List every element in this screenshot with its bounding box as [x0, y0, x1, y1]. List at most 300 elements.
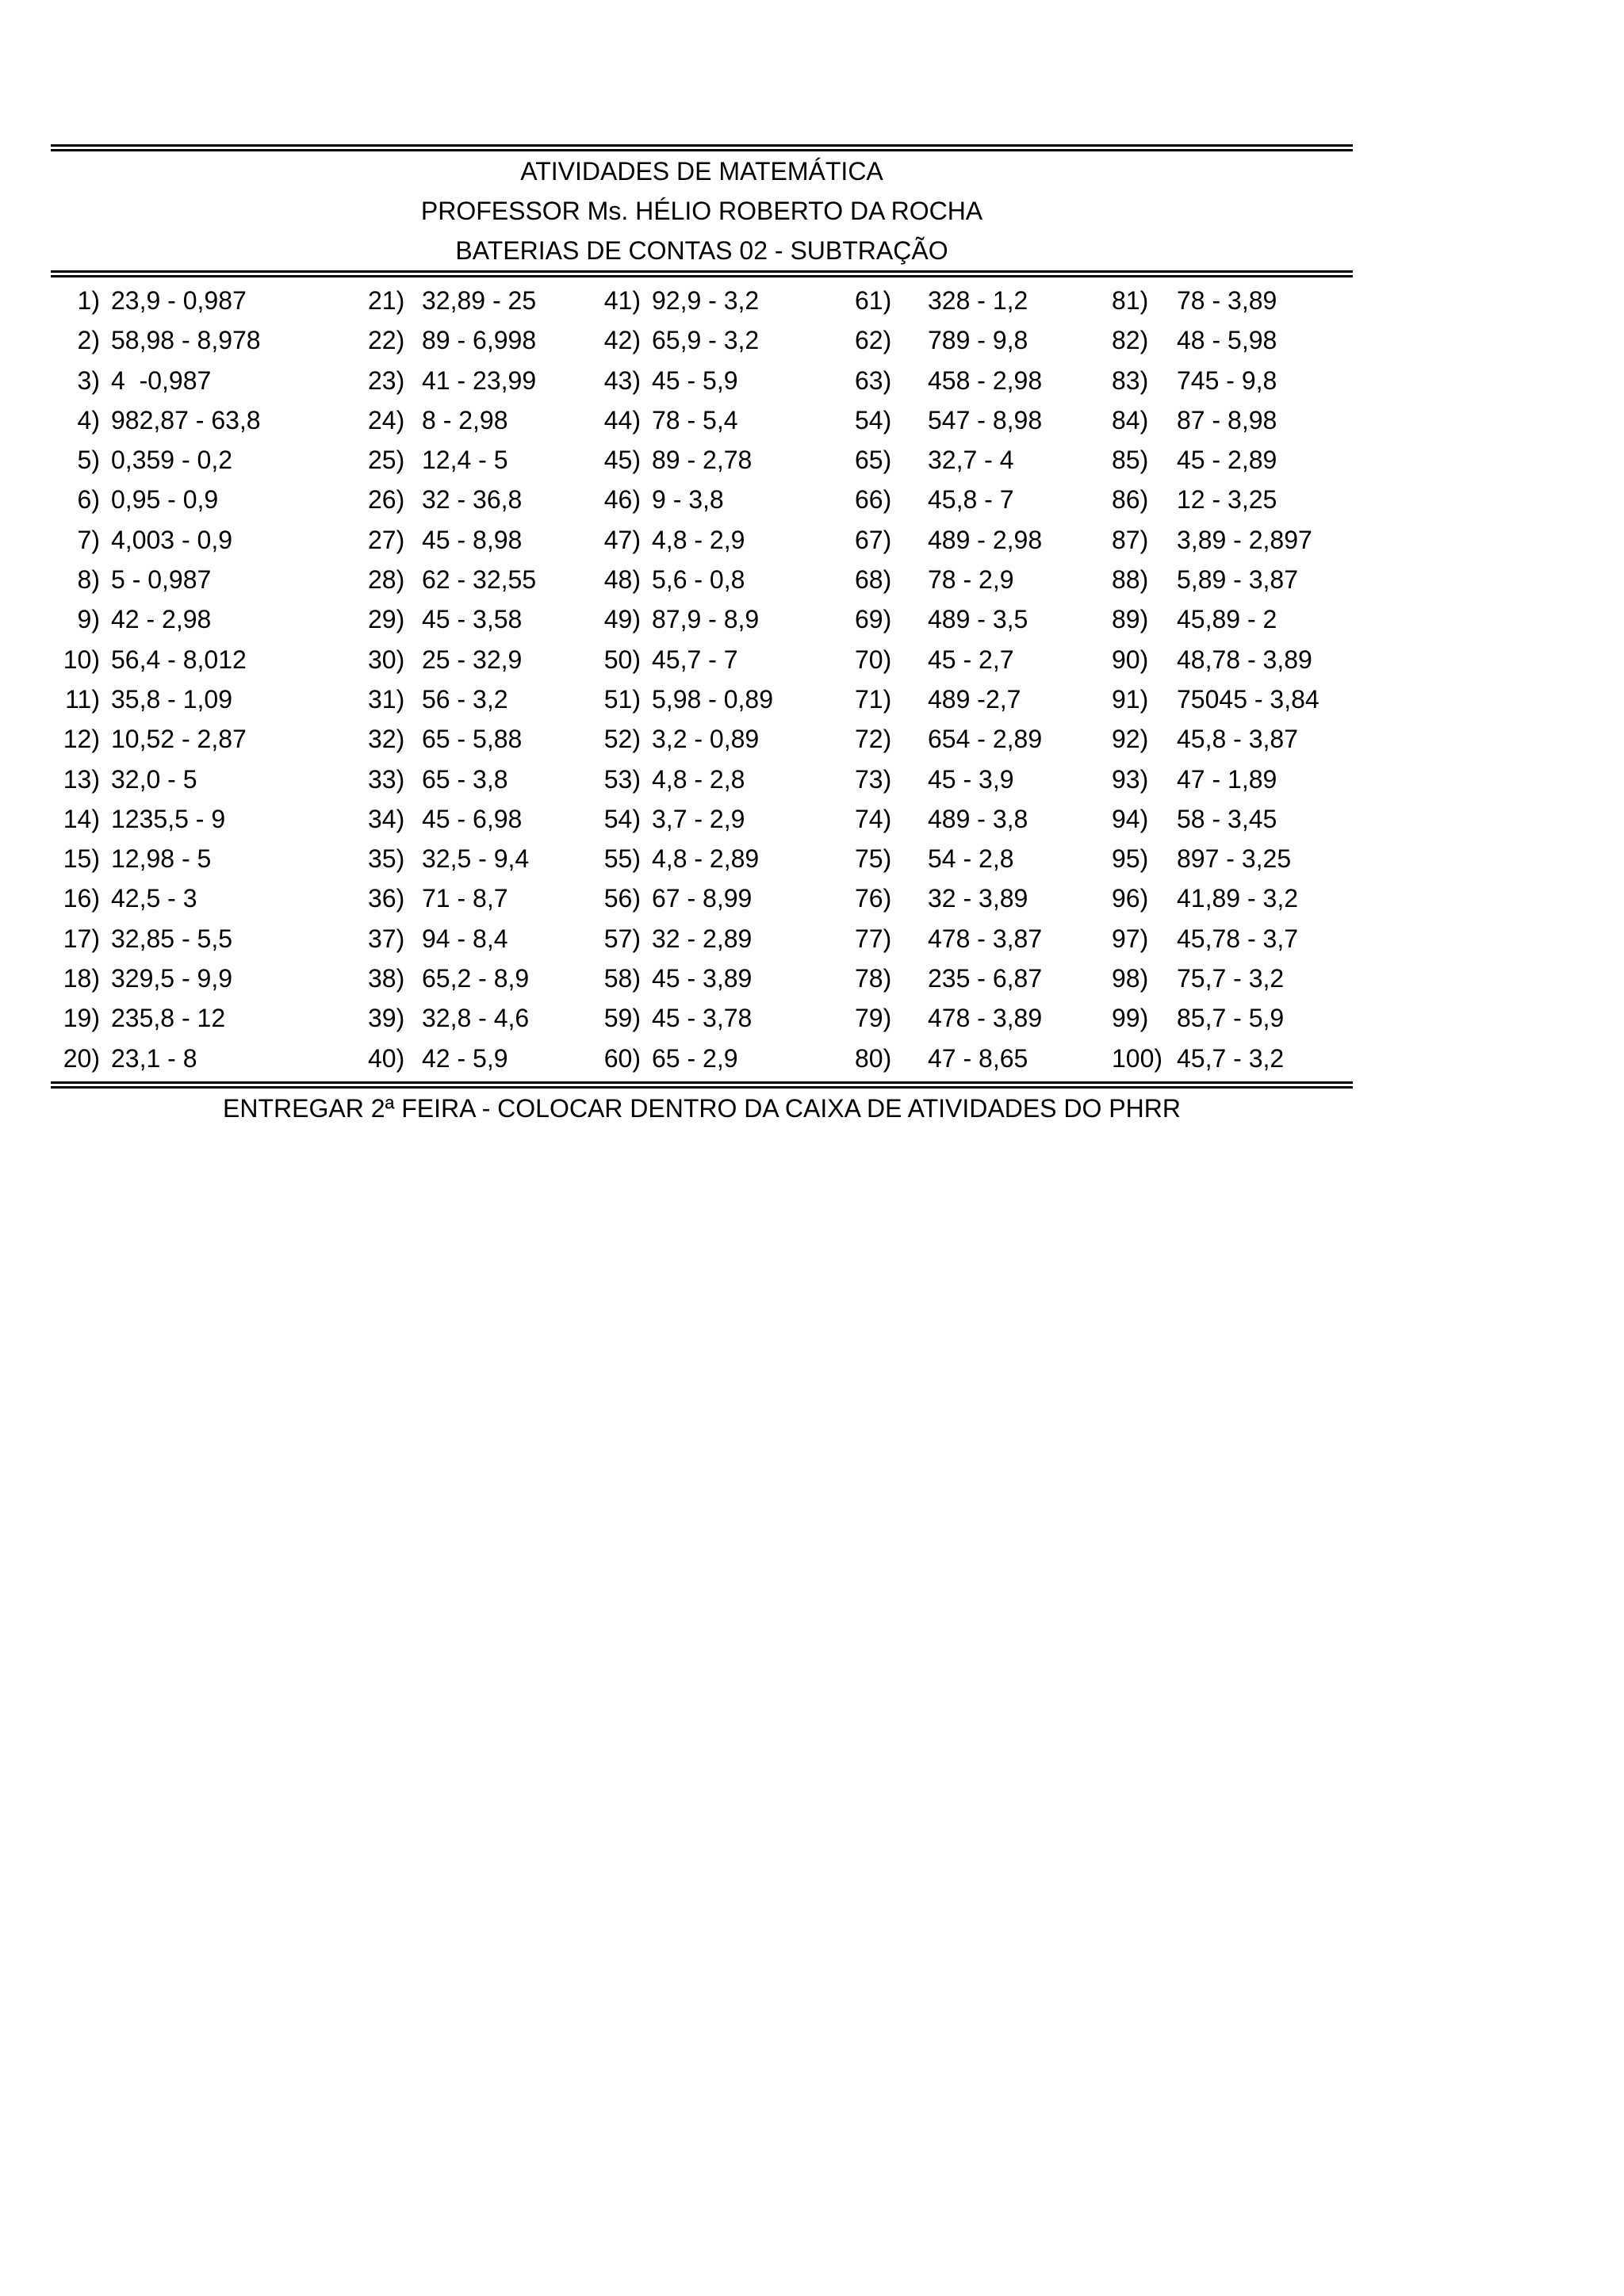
exercise-item — [339, 560, 585, 599]
exercise-column — [585, 281, 845, 1078]
exercise-number: 55) — [603, 844, 641, 874]
exercise-expression: 3,89 - 2,897 — [1177, 525, 1312, 554]
exercise-expression: 3,7 - 2,9 — [652, 804, 745, 833]
exercise-number: 29) — [368, 605, 405, 634]
exercise-item — [339, 281, 585, 320]
exercise-expression: 65 - 2,9 — [652, 1043, 738, 1073]
exercise-number: 14) — [63, 804, 100, 833]
exercise-column — [1104, 281, 1353, 1078]
exercise-number: 58) — [603, 964, 641, 993]
exercise-number: 12) — [63, 725, 100, 754]
exercise-expression: 89 - 2,78 — [652, 446, 753, 475]
exercise-expression: 56 - 3,2 — [422, 684, 508, 714]
exercise-number: 33) — [368, 764, 405, 794]
exercise-item — [339, 361, 585, 400]
exercise-item — [585, 799, 845, 839]
exercise-expression: 45,8 - 3,87 — [1177, 725, 1298, 754]
exercise-number: 67) — [855, 525, 892, 554]
exercise-item — [1104, 599, 1353, 639]
worksheet-title: ATIVIDADES DE MATEMÁTICA — [520, 157, 883, 186]
exercise-number: 86) — [1112, 485, 1149, 515]
exercise-item — [845, 599, 1104, 639]
exercise-expression: 45,89 - 2 — [1177, 605, 1277, 634]
exercise-item — [845, 281, 1104, 320]
exercise-expression: 4,8 - 2,9 — [652, 525, 745, 554]
exercise-item — [51, 400, 339, 440]
exercise-expression: 65,9 - 3,2 — [652, 326, 760, 355]
exercise-number: 79) — [855, 1004, 892, 1033]
exercise-expression: 45 - 3,89 — [652, 964, 753, 993]
exercise-number: 69) — [855, 605, 892, 634]
exercise-number: 26) — [368, 485, 405, 515]
exercise-expression: 45,78 - 3,7 — [1177, 924, 1298, 953]
exercise-item — [1104, 998, 1353, 1038]
exercise-item — [1104, 719, 1353, 759]
exercise-item — [339, 719, 585, 759]
exercise-item — [339, 400, 585, 440]
exercise-item — [339, 919, 585, 959]
exercise-number: 88) — [1112, 565, 1149, 595]
exercise-item — [585, 560, 845, 599]
exercise-number: 100) — [1112, 1043, 1163, 1073]
header-double-rule — [51, 270, 1353, 277]
exercise-item — [1104, 400, 1353, 440]
exercise-item — [1104, 760, 1353, 799]
exercise-number: 20) — [63, 1043, 100, 1073]
exercise-expression: 4,8 - 2,8 — [652, 764, 745, 794]
exercise-number: 54) — [855, 405, 892, 434]
exercise-number: 2) — [77, 326, 100, 355]
exercise-expression: 47 - 8,65 — [928, 1043, 1028, 1073]
exercise-expression: 78 - 5,4 — [652, 405, 738, 434]
exercise-number: 8) — [77, 565, 100, 595]
exercise-expression: 654 - 2,89 — [928, 725, 1043, 754]
exercise-number: 51) — [603, 684, 641, 714]
exercise-number: 93) — [1112, 764, 1149, 794]
exercise-expression: 5,89 - 3,87 — [1177, 565, 1298, 595]
exercise-item — [585, 839, 845, 878]
exercise-number: 65) — [855, 446, 892, 475]
exercise-number: 54) — [603, 804, 641, 833]
exercise-number: 13) — [63, 764, 100, 794]
exercise-number: 22) — [368, 326, 405, 355]
exercise-number: 6) — [77, 485, 100, 515]
exercise-number: 97) — [1112, 924, 1149, 953]
exercise-expression: 58,98 - 8,978 — [111, 326, 261, 355]
exercise-item — [1104, 1039, 1353, 1078]
exercise-number: 98) — [1112, 964, 1149, 993]
exercise-number: 72) — [855, 725, 892, 754]
exercise-number: 7) — [77, 525, 100, 554]
exercise-expression: 5 - 0,987 — [111, 565, 212, 595]
exercise-number: 38) — [368, 964, 405, 993]
exercise-number: 28) — [368, 565, 405, 595]
exercise-item — [339, 520, 585, 560]
exercise-item — [845, 719, 1104, 759]
exercise-number: 49) — [603, 605, 641, 634]
exercise-expression: 12 - 3,25 — [1177, 485, 1277, 515]
exercise-item — [845, 799, 1104, 839]
exercise-number: 48) — [603, 565, 641, 595]
exercise-number: 41) — [603, 286, 641, 315]
exercise-number: 90) — [1112, 645, 1149, 674]
exercise-item — [585, 719, 845, 759]
exercise-expression: 5,6 - 0,8 — [652, 565, 745, 595]
exercise-item — [585, 1039, 845, 1078]
exercise-number: 76) — [855, 884, 892, 913]
exercise-item — [51, 281, 339, 320]
exercise-item — [51, 520, 339, 560]
exercise-item — [845, 878, 1104, 918]
exercise-expression: 25 - 32,9 — [422, 645, 523, 674]
exercise-number: 32) — [368, 725, 405, 754]
exercise-expression: 23,1 - 8 — [111, 1043, 197, 1073]
exercise-expression: 45 - 3,58 — [422, 605, 523, 634]
exercise-item — [1104, 799, 1353, 839]
exercise-item — [1104, 440, 1353, 480]
exercise-expression: 42,5 - 3 — [111, 884, 197, 913]
exercise-number: 18) — [63, 964, 100, 993]
exercise-number: 47) — [603, 525, 641, 554]
exercise-item — [845, 520, 1104, 560]
exercise-number: 96) — [1112, 884, 1149, 913]
exercise-expression: 32,0 - 5 — [111, 764, 197, 794]
exercise-expression: 78 - 3,89 — [1177, 286, 1277, 315]
exercise-number: 39) — [368, 1004, 405, 1033]
exercise-item — [51, 640, 339, 679]
exercise-number: 4) — [77, 405, 100, 434]
exercise-number: 80) — [855, 1043, 892, 1073]
exercise-item — [585, 281, 845, 320]
exercise-number: 25) — [368, 446, 405, 475]
exercise-expression: 489 -2,7 — [928, 684, 1021, 714]
exercise-item — [1104, 959, 1353, 998]
exercise-item — [339, 679, 585, 719]
exercise-number: 60) — [603, 1043, 641, 1073]
exercise-expression: 4 -0,987 — [111, 365, 212, 395]
exercise-item — [51, 320, 339, 360]
exercise-expression: 48 - 5,98 — [1177, 326, 1277, 355]
exercise-number: 10) — [63, 645, 100, 674]
exercise-item — [339, 760, 585, 799]
exercise-item — [339, 998, 585, 1038]
exercise-item — [339, 878, 585, 918]
exercise-item — [51, 480, 339, 519]
exercise-number: 30) — [368, 645, 405, 674]
worksheet — [51, 144, 1353, 1128]
exercise-expression: 56,4 - 8,012 — [111, 645, 247, 674]
exercise-expression: 32,5 - 9,4 — [422, 844, 530, 874]
exercise-expression: 45 - 2,89 — [1177, 446, 1277, 475]
exercise-expression: 982,87 - 63,8 — [111, 405, 261, 434]
exercise-expression: 45 - 5,9 — [652, 365, 738, 395]
exercise-item — [51, 959, 339, 998]
exercise-item — [339, 599, 585, 639]
exercise-number: 34) — [368, 804, 405, 833]
exercise-expression: 45,8 - 7 — [928, 485, 1014, 515]
exercise-item — [585, 959, 845, 998]
exercise-expression: 42 - 2,98 — [111, 605, 212, 634]
exercise-item — [51, 560, 339, 599]
exercise-item — [845, 959, 1104, 998]
exercise-number: 35) — [368, 844, 405, 874]
exercise-item — [51, 919, 339, 959]
exercise-item — [51, 599, 339, 639]
exercise-number: 84) — [1112, 405, 1149, 434]
exercise-number: 21) — [368, 286, 405, 315]
worksheet-subtitle: BATERIAS DE CONTAS 02 - SUBTRAÇÃO — [455, 236, 948, 265]
exercise-item — [1104, 520, 1353, 560]
exercise-item — [51, 839, 339, 878]
exercise-number: 45) — [603, 446, 641, 475]
exercise-expression: 65 - 3,8 — [422, 764, 508, 794]
exercise-expression: 45 - 8,98 — [422, 525, 523, 554]
exercise-number: 19) — [63, 1004, 100, 1033]
exercise-number: 62) — [855, 326, 892, 355]
exercise-expression: 235 - 6,87 — [928, 964, 1043, 993]
exercise-column — [845, 281, 1104, 1078]
exercise-item — [845, 839, 1104, 878]
exercise-expression: 478 - 3,89 — [928, 1004, 1043, 1033]
exercise-item — [1104, 361, 1353, 400]
exercise-item — [1104, 560, 1353, 599]
exercise-number: 36) — [368, 884, 405, 913]
exercise-expression: 458 - 2,98 — [928, 365, 1043, 395]
exercise-item — [585, 919, 845, 959]
exercise-item — [585, 640, 845, 679]
exercise-number: 68) — [855, 565, 892, 595]
exercise-expression: 478 - 3,87 — [928, 924, 1043, 953]
exercise-number: 74) — [855, 804, 892, 833]
exercise-item — [1104, 679, 1353, 719]
exercise-item — [339, 320, 585, 360]
exercise-item — [51, 760, 339, 799]
exercise-expression: 65,2 - 8,9 — [422, 964, 530, 993]
exercise-number: 81) — [1112, 286, 1149, 315]
exercise-number: 95) — [1112, 844, 1149, 874]
exercise-expression: 8 - 2,98 — [422, 405, 508, 434]
exercise-number: 1) — [77, 286, 100, 315]
exercise-item — [845, 320, 1104, 360]
exercise-item — [1104, 839, 1353, 878]
exercise-item — [845, 400, 1104, 440]
exercise-item — [585, 480, 845, 519]
bottom-double-rule — [51, 1081, 1353, 1089]
exercise-number: 43) — [603, 365, 641, 395]
exercise-number: 42) — [603, 326, 641, 355]
exercise-number: 85) — [1112, 446, 1149, 475]
exercise-expression: 489 - 2,98 — [928, 525, 1043, 554]
exercise-number: 27) — [368, 525, 405, 554]
exercise-item — [339, 480, 585, 519]
exercise-item — [51, 361, 339, 400]
exercise-item — [51, 440, 339, 480]
exercise-column — [339, 281, 585, 1078]
exercise-number: 83) — [1112, 365, 1149, 395]
exercise-number: 63) — [855, 365, 892, 395]
exercise-expression: 745 - 9,8 — [1177, 365, 1277, 395]
exercise-item — [585, 320, 845, 360]
delivery-instructions: ENTREGAR 2ª FEIRA - COLOCAR DENTRO DA CAIXA DE ATIVIDADES DO PHRR — [223, 1093, 1181, 1123]
exercise-expression: 0,359 - 0,2 — [111, 446, 232, 475]
exercise-number: 52) — [603, 725, 641, 754]
exercise-number: 5) — [77, 446, 100, 475]
exercise-item — [585, 760, 845, 799]
exercise-item — [1104, 919, 1353, 959]
exercise-item — [845, 440, 1104, 480]
exercise-number: 50) — [603, 645, 641, 674]
exercise-item — [51, 1039, 339, 1078]
exercise-item — [845, 760, 1104, 799]
exercise-expression: 62 - 32,55 — [422, 565, 537, 595]
exercise-item — [845, 998, 1104, 1038]
exercise-item — [845, 480, 1104, 519]
exercise-expression: 32 - 36,8 — [422, 485, 523, 515]
exercise-expression: 235,8 - 12 — [111, 1004, 226, 1033]
exercise-expression: 58 - 3,45 — [1177, 804, 1277, 833]
exercise-item — [845, 679, 1104, 719]
exercise-expression: 12,4 - 5 — [422, 446, 508, 475]
exercise-item — [1104, 281, 1353, 320]
exercise-expression: 47 - 1,89 — [1177, 764, 1277, 794]
exercise-number: 57) — [603, 924, 641, 953]
exercise-number: 46) — [603, 485, 641, 515]
exercise-expression: 10,52 - 2,87 — [111, 725, 247, 754]
exercise-expression: 32,89 - 25 — [422, 286, 537, 315]
exercise-expression: 87 - 8,98 — [1177, 405, 1277, 434]
exercise-item — [585, 361, 845, 400]
exercise-item — [585, 440, 845, 480]
exercise-number: 77) — [855, 924, 892, 953]
exercise-item — [585, 520, 845, 560]
exercise-expression: 897 - 3,25 — [1177, 844, 1292, 874]
exercise-number: 16) — [63, 884, 100, 913]
exercise-number: 59) — [603, 1004, 641, 1033]
exercise-expression: 489 - 3,8 — [928, 804, 1028, 833]
exercise-expression: 45 - 3,9 — [928, 764, 1014, 794]
exercise-number: 40) — [368, 1043, 405, 1073]
exercise-number: 23) — [368, 365, 405, 395]
top-double-rule — [51, 144, 1353, 151]
exercise-expression: 67 - 8,99 — [652, 884, 753, 913]
exercise-item — [339, 959, 585, 998]
exercise-expression: 45,7 - 3,2 — [1177, 1043, 1285, 1073]
exercise-item — [51, 799, 339, 839]
exercise-item — [1104, 480, 1353, 519]
exercise-expression: 45 - 6,98 — [422, 804, 523, 833]
exercise-number: 92) — [1112, 725, 1149, 754]
exercise-item — [1104, 878, 1353, 918]
exercise-number: 89) — [1112, 605, 1149, 634]
exercise-expression: 1235,5 - 9 — [111, 804, 226, 833]
exercise-item — [1104, 320, 1353, 360]
exercise-expression: 48,78 - 3,89 — [1177, 645, 1312, 674]
exercise-expression: 3,2 - 0,89 — [652, 725, 760, 754]
exercise-item — [845, 560, 1104, 599]
exercise-item — [1104, 640, 1353, 679]
exercise-expression: 41 - 23,99 — [422, 365, 537, 395]
exercise-number: 70) — [855, 645, 892, 674]
exercise-number: 91) — [1112, 684, 1149, 714]
exercise-expression: 78 - 2,9 — [928, 565, 1014, 595]
exercise-expression: 94 - 8,4 — [422, 924, 508, 953]
exercise-expression: 328 - 1,2 — [928, 286, 1028, 315]
exercise-item — [845, 919, 1104, 959]
exercise-number: 31) — [368, 684, 405, 714]
exercise-grid — [51, 277, 1353, 1081]
exercise-item — [339, 799, 585, 839]
exercise-item — [585, 998, 845, 1038]
exercise-item — [51, 998, 339, 1038]
teacher-name: PROFESSOR Ms. HÉLIO ROBERTO DA ROCHA — [420, 197, 983, 225]
exercise-expression: 32,85 - 5,5 — [111, 924, 232, 953]
exercise-expression: 54 - 2,8 — [928, 844, 1014, 874]
exercise-number: 53) — [603, 764, 641, 794]
exercise-expression: 45,7 - 7 — [652, 645, 738, 674]
exercise-expression: 32,8 - 4,6 — [422, 1004, 530, 1033]
exercise-expression: 489 - 3,5 — [928, 605, 1028, 634]
exercise-expression: 42 - 5,9 — [422, 1043, 508, 1073]
exercise-item — [51, 719, 339, 759]
exercise-number: 78) — [855, 964, 892, 993]
exercise-item — [51, 878, 339, 918]
exercise-item — [845, 1039, 1104, 1078]
exercise-number: 73) — [855, 764, 892, 794]
exercise-column — [51, 281, 339, 1078]
exercise-expression: 32 - 3,89 — [928, 884, 1028, 913]
exercise-expression: 45 - 3,78 — [652, 1004, 753, 1033]
exercise-number: 66) — [855, 485, 892, 515]
exercise-expression: 89 - 6,998 — [422, 326, 537, 355]
exercise-item — [339, 839, 585, 878]
exercise-expression: 75045 - 3,84 — [1177, 684, 1320, 714]
exercise-item — [339, 640, 585, 679]
exercise-number: 56) — [603, 884, 641, 913]
exercise-number: 24) — [368, 405, 405, 434]
exercise-expression: 0,95 - 0,9 — [111, 485, 219, 515]
exercise-item — [585, 878, 845, 918]
exercise-number: 44) — [603, 405, 641, 434]
exercise-item — [585, 679, 845, 719]
exercise-expression: 32 - 2,89 — [652, 924, 753, 953]
exercise-item — [585, 599, 845, 639]
exercise-expression: 35,8 - 1,09 — [111, 684, 232, 714]
exercise-expression: 75,7 - 3,2 — [1177, 964, 1285, 993]
exercise-item — [339, 440, 585, 480]
exercise-number: 37) — [368, 924, 405, 953]
exercise-number: 15) — [63, 844, 100, 874]
exercise-expression: 23,9 - 0,987 — [111, 286, 247, 315]
exercise-expression: 85,7 - 5,9 — [1177, 1004, 1285, 1033]
exercise-expression: 65 - 5,88 — [422, 725, 523, 754]
exercise-expression: 71 - 8,7 — [422, 884, 508, 913]
exercise-item — [339, 1039, 585, 1078]
exercise-expression: 45 - 2,7 — [928, 645, 1014, 674]
exercise-expression: 5,98 - 0,89 — [652, 684, 773, 714]
exercise-item — [845, 640, 1104, 679]
exercise-number: 61) — [855, 286, 892, 315]
exercise-expression: 789 - 9,8 — [928, 326, 1028, 355]
exercise-number: 17) — [63, 924, 100, 953]
exercise-expression: 32,7 - 4 — [928, 446, 1014, 475]
exercise-number: 87) — [1112, 525, 1149, 554]
exercise-number: 75) — [855, 844, 892, 874]
exercise-number: 3) — [77, 365, 100, 395]
exercise-expression: 87,9 - 8,9 — [652, 605, 760, 634]
exercise-expression: 547 - 8,98 — [928, 405, 1043, 434]
exercise-expression: 4,8 - 2,89 — [652, 844, 760, 874]
exercise-expression: 41,89 - 3,2 — [1177, 884, 1298, 913]
